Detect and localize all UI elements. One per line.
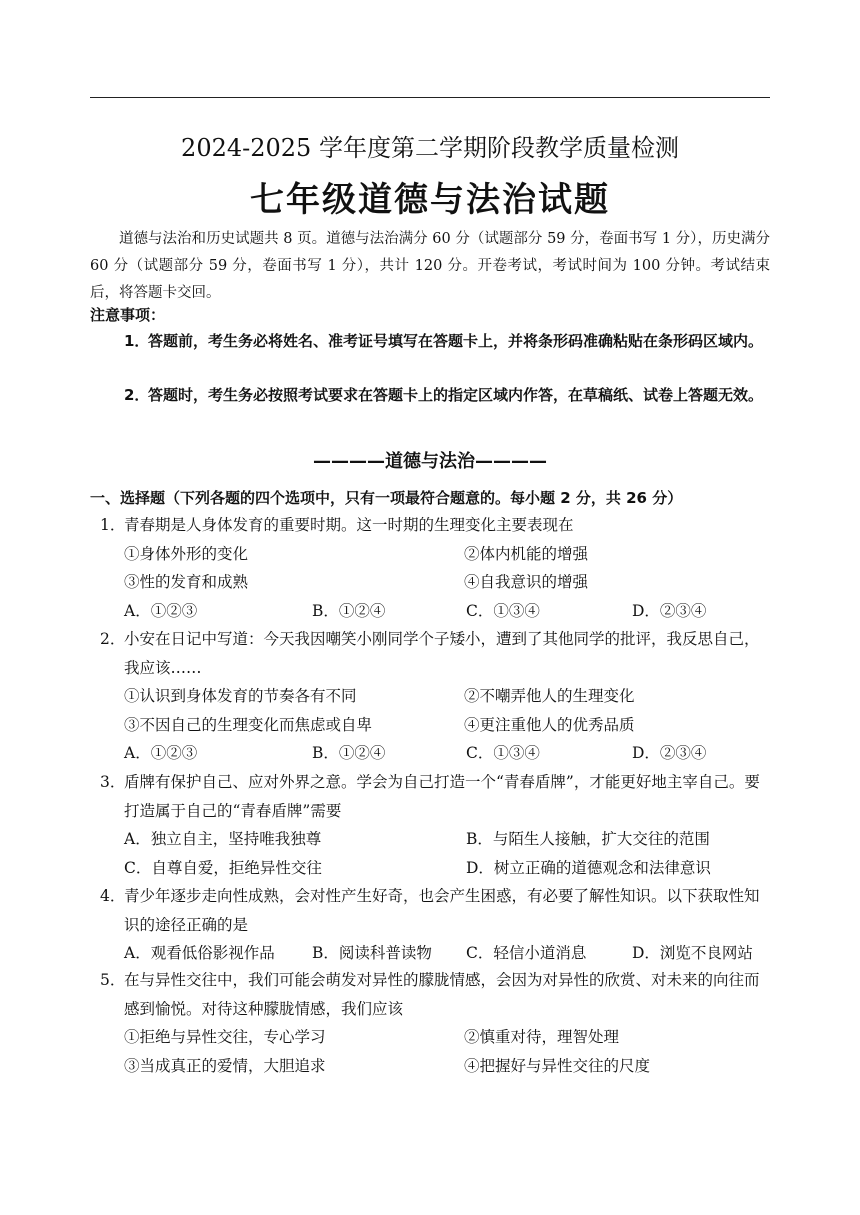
question-1 <box>100 511 770 625</box>
statement: ④把握好与异性交往的尺度 <box>464 1056 651 1075</box>
question-number: 4． <box>100 887 126 905</box>
note-item-2 <box>124 381 794 409</box>
statement: ④自我意识的增强 <box>464 573 589 591</box>
statement: ②不嘲弄他人的生理变化 <box>464 687 635 705</box>
option-c: C．轻信小道消息 <box>466 944 587 962</box>
statement: ③当成真正的爱情，大胆追求 <box>124 1056 326 1075</box>
statement: ③不因自己的生理变化而焦虑或自卑 <box>124 715 373 734</box>
option-c: C．自尊自爱，拒绝异性交往 <box>124 858 322 877</box>
question-4 <box>100 882 770 968</box>
notes-heading: 注意事项： <box>90 306 166 324</box>
option-d: D．②③④ <box>632 601 707 620</box>
question-number: 3． <box>100 773 126 791</box>
statement: ③性的发育和成熟 <box>124 573 249 591</box>
option-b: B．阅读科普读物 <box>312 944 432 962</box>
part-one-heading: 一、选择题（下列各题的四个选项中，只有一项最符合题意的。每小题 2 分，共 26 分） <box>90 489 683 507</box>
statement: ④更注重他人的优秀品质 <box>464 715 635 734</box>
question-number: 5． <box>100 971 126 989</box>
exam-title: 2024-2025 学年度第二学期阶段教学质量检测 <box>181 134 679 162</box>
question-stem: 青少年逐步走向性成熟，会对性产生好奇，也会产生困惑，有必要了解性知识。以下获取性知识的途径正确的是 <box>124 887 760 934</box>
question-number: 2． <box>100 630 126 648</box>
question-2 <box>100 625 770 768</box>
question-stem: 小安在日记中写道：今天我因嘲笑小刚同学个子矮小，遭到了其他同学的批评，我反思自己，我应该…… <box>124 630 760 677</box>
option-c: C．①③④ <box>466 601 540 620</box>
option-a: A．①②③ <box>124 601 198 620</box>
option-a: A．独立自主，坚持唯我独尊 <box>124 830 322 848</box>
option-d: D．浏览不良网站 <box>632 944 753 962</box>
option-a: A．①②③ <box>124 744 198 762</box>
top-rule <box>90 97 770 98</box>
option-a: A．观看低俗影视作品 <box>124 944 275 962</box>
main-title: 七年级道德与法治试题 <box>250 180 610 220</box>
statement: ②慎重对待，理智处理 <box>464 1028 620 1046</box>
section-title: ————道德与法治———— <box>313 451 547 472</box>
option-b: B．①②④ <box>312 601 386 620</box>
statement: ①认识到身体发育的节奏各有不同 <box>124 687 357 705</box>
option-b: B．与陌生人接触，扩大交往的范围 <box>466 830 710 848</box>
option-d: D．②③④ <box>632 744 707 762</box>
question-stem: 青春期是人身体发育的重要时期。这一时期的生理变化主要表现在 <box>124 516 574 534</box>
statement: ①拒绝与异性交往，专心学习 <box>124 1028 326 1046</box>
note-number: 1． <box>124 332 150 350</box>
option-b: B．①②④ <box>312 744 386 762</box>
note-item-1 <box>124 327 794 355</box>
note-text: 答题时，考生务必按照考试要求在答题卡上的指定区域内作答，在草稿纸、试卷上答题无效。 <box>148 386 764 404</box>
question-stem: 盾牌有保护自己、应对外界之意。学会为自己打造一个“青春盾牌”，才能更好地主宰自己。要打造属于自己的“青春盾牌”需要 <box>124 773 760 820</box>
question-stem: 在与异性交往中，我们可能会萌发对异性的朦胧情感，会因为对异性的欣赏、对未来的向往而感到愉悦。对待这种朦胧情感，我们应该 <box>124 971 760 1018</box>
intro-paragraph: 道德与法治和历史试题共 8 页。道德与法治满分 60 分（试题部分 59 分，卷面书写 1 分），历史满分 60 分（试题部分 59 分，卷面书写 1 分），共计 120 分。开卷考试，考试时间为 100 分钟。考试结束后，将答题卡交回。 <box>90 231 770 301</box>
question-3 <box>100 768 770 882</box>
note-number: 2． <box>124 386 150 404</box>
statement: ①身体外形的变化 <box>124 544 249 563</box>
option-d: D．树立正确的道德观念和法律意识 <box>466 858 711 877</box>
question-number: 1． <box>100 516 126 534</box>
note-text: 答题前，考生务必将姓名、准考证号填写在答题卡上，并将条形码准确粘贴在条形码区域内。 <box>148 332 764 350</box>
option-c: C．①③④ <box>466 744 540 762</box>
statement: ②体内机能的增强 <box>464 544 589 563</box>
question-5 <box>100 966 770 1080</box>
